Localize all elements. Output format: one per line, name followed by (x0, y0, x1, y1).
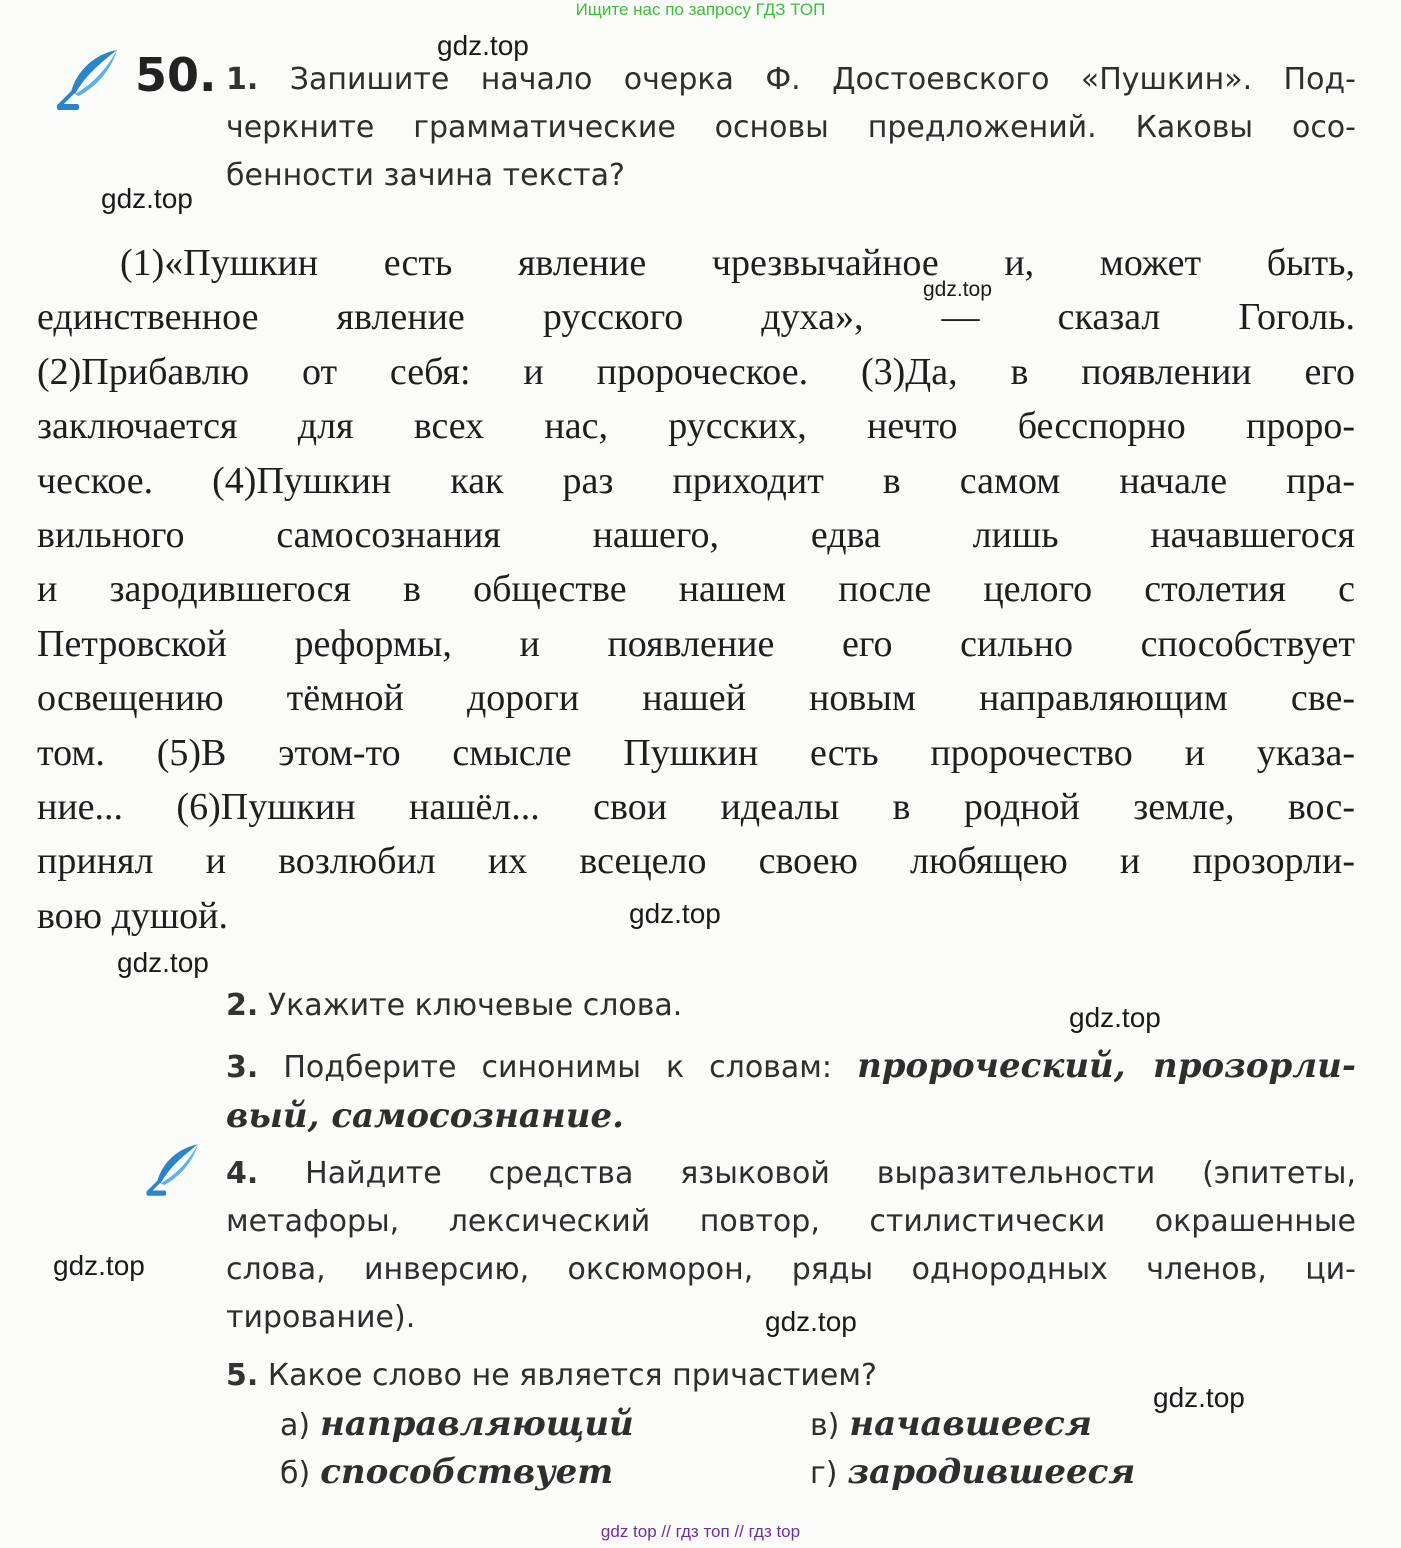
watermark: gdz.top (923, 278, 992, 301)
option-word: зародившееся (847, 1452, 1136, 1492)
option-g (810, 1452, 1135, 1492)
option-v (810, 1404, 1092, 1444)
task-2-number: 2. (226, 988, 259, 1023)
option-letter: г) (810, 1456, 838, 1491)
quote-line: Петровской реформы, и появление его сильно способствует (37, 622, 1355, 665)
task-4-number: 4. (226, 1156, 259, 1191)
task-2-text: Укажите ключевые слова. (267, 988, 683, 1023)
quote-line: и зародившегося в обществе нашем после целого столетия с (37, 568, 1355, 611)
task-3-words: пророческий, прозорли- (857, 1046, 1357, 1086)
option-word: направляющий (320, 1404, 634, 1444)
task-5-text: Какое слово не является причастием? (267, 1358, 877, 1393)
quote-line: принял и возлюбил их всецело своею любящею и прозорли- (37, 840, 1355, 883)
watermark: gdz.top (53, 1250, 145, 1281)
watermark: gdz.top (1153, 1382, 1245, 1413)
task-3-text: Подберите синонимы к словам: (283, 1050, 832, 1085)
task-5-number: 5. (226, 1358, 259, 1393)
feather-pen-icon (143, 1140, 205, 1202)
watermark: gdz.top (629, 898, 721, 929)
task-1-line: Запишите начало очерка Ф. Достоевского «Пушкин». Под- (289, 62, 1357, 97)
watermark: gdz.top (101, 183, 193, 214)
dostoevsky-quote (37, 236, 1355, 943)
quote-line: (1)«Пушкин есть явление чрезвычайное и, может быть, (120, 242, 1355, 284)
quote-line: ние... (6)Пушкин нашёл... свои идеалы в родной земле, вос- (37, 786, 1355, 829)
option-a (280, 1404, 634, 1444)
task-1-line: бенности зачина текста? (226, 158, 625, 193)
quote-line: (2)Прибавлю от себя: и пророческое. (3)Да, в появлении его (37, 350, 1355, 393)
quote-line: освещению тёмной дороги нашей новым направляющим све- (37, 677, 1355, 720)
option-letter: а) (280, 1408, 311, 1443)
quote-line: вильного самосознания нашего, едва лишь начавшегося (37, 514, 1355, 557)
option-letter: б) (280, 1456, 311, 1491)
top-search-note: Ищите нас по запросу ГДЗ ТОП (575, 0, 826, 19)
task-5 (226, 1352, 877, 1400)
task-4-line: метафоры, лексический повтор, стилистически окрашенные (226, 1204, 1356, 1239)
quote-line: ческое. (4)Пушкин как раз приходит в самом начале пра- (37, 459, 1355, 502)
task-2 (226, 982, 682, 1030)
task-4-line: слова, инверсию, оксюморон, ряды однородных членов, ци- (226, 1252, 1356, 1287)
option-word: способствует (320, 1452, 614, 1492)
task-4-line: тирование). (226, 1300, 416, 1335)
task-3 (226, 1042, 1356, 1142)
watermark: gdz.top (1069, 1002, 1161, 1033)
quote-line: единственное явление русского духа», — сказал Гоголь. (37, 296, 1355, 339)
option-word: начавшееся (849, 1404, 1092, 1444)
feather-pen-icon (55, 48, 125, 112)
watermark: gdz.top (765, 1306, 857, 1337)
quote-line: заключается для всех нас, русских, нечто бесспорно проро- (37, 405, 1355, 448)
exercise-number: 50. (135, 48, 217, 102)
quote-line: вою душой. (37, 894, 229, 937)
task-3-number: 3. (226, 1050, 259, 1085)
task-1 (226, 56, 1356, 200)
task-1-line: черкните грамматические основы предложений. Каковы осо- (226, 110, 1356, 145)
option-b (280, 1452, 613, 1492)
quote-line: том. (5)В этом-то смысле Пушкин есть пророчество и указа- (37, 731, 1355, 774)
task-3-words: вый, самосознание. (226, 1096, 624, 1136)
bottom-note: gdz top // гдз топ // гдз top (600, 1522, 801, 1541)
task-1-number: 1. (226, 62, 259, 97)
option-letter: в) (810, 1408, 840, 1443)
watermark: gdz.top (117, 947, 209, 978)
task-4-line: Найдите средства языковой выразительности (эпитеты, (305, 1156, 1356, 1191)
watermark: gdz.top (437, 30, 529, 61)
